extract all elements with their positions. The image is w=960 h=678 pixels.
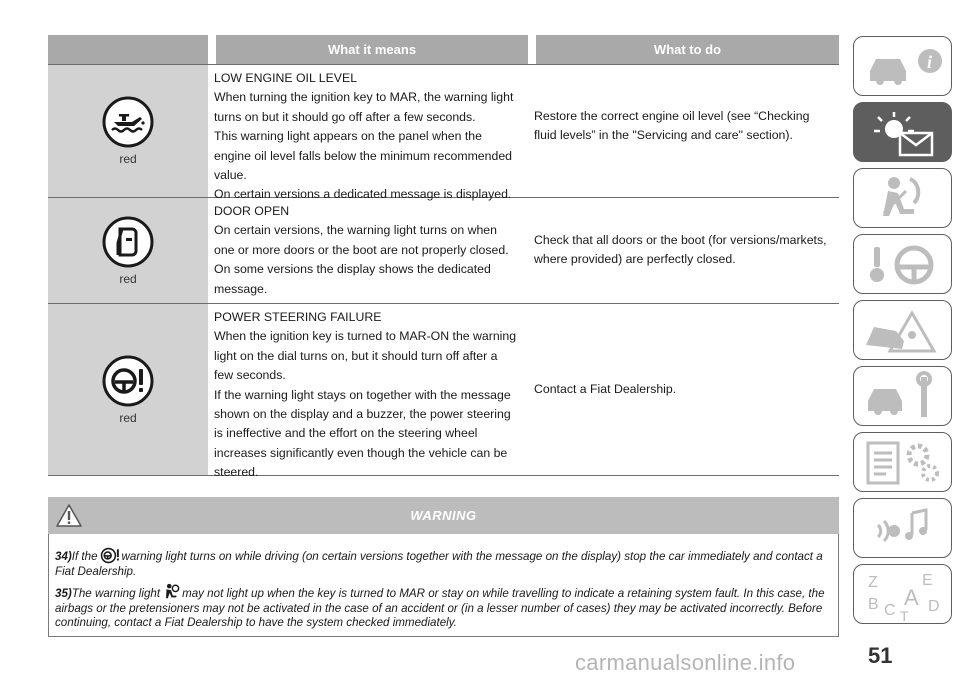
index-letter: B <box>868 596 879 613</box>
door-open-icon <box>102 216 154 268</box>
note-number: 35) <box>55 587 72 600</box>
color-label: red <box>119 410 137 425</box>
meaning-title: LOW ENGINE OIL LEVEL <box>214 71 358 85</box>
header-what-to-do: What to do <box>536 35 839 64</box>
note-text: The warning light <box>71 587 161 600</box>
note-text: If the <box>71 550 98 563</box>
action-text: Contact a Fiat Dealership. <box>534 381 677 396</box>
meaning-text: On some versions the display shows the dedicated message. <box>214 262 491 296</box>
warning-triangle-icon <box>56 504 82 527</box>
action-text: Restore the correct engine oil level (see “Checking fluid levels” in the "Servicing and care" section). <box>534 109 810 143</box>
meaning-text: If the warning light stays on together with the message shown on the display and a buzzer, the power steering is ineffective and the effort on the steering wheel increases significantly even though the vehicle can be steered. <box>214 387 511 480</box>
watermark: carmanualsonline.info <box>575 650 796 675</box>
car-info-icon <box>854 37 953 97</box>
table-header <box>48 35 839 65</box>
table-row <box>48 304 839 480</box>
header-icon-column <box>48 35 208 64</box>
meaning-title: DOOR OPEN <box>214 204 290 218</box>
icon-cell <box>48 198 208 303</box>
note-text: may not light up when the key is turned to MAR or stay on while travelling to indicate a retaining system fault. In this case, the airbags or the pretensioners may not be activated in the case of an accident or (in a lesser number of cases) they may be activated incorrectly. Before continuing, contact a Fiat Dealership to have the system checked immediately. <box>55 587 825 630</box>
tab-car-info[interactable] <box>853 36 952 96</box>
table-row <box>48 198 839 304</box>
meaning-text: This warning light appears on the panel when the engine oil level falls below the minimum recommended value. <box>214 129 513 183</box>
action-cell <box>528 65 839 197</box>
warning-header <box>48 497 839 534</box>
car-wrench-icon <box>854 367 953 427</box>
specs-gears-icon <box>854 433 953 493</box>
tab-multimedia[interactable] <box>853 498 952 558</box>
meaning-cell <box>208 65 528 202</box>
alphabetical-index-icon <box>854 565 953 625</box>
icon-cell <box>48 304 208 475</box>
airbag-person-icon <box>162 583 180 601</box>
warning-note-35 <box>55 583 831 631</box>
action-cell <box>528 198 839 303</box>
warning-note-34 <box>55 547 831 579</box>
tab-safety[interactable] <box>853 168 952 228</box>
tab-servicing[interactable] <box>853 366 952 426</box>
tab-index[interactable] <box>853 564 952 624</box>
index-letter: E <box>922 572 933 589</box>
meaning-text: On certain versions a dedicated message is displayed. <box>214 187 512 202</box>
warning-lights-table <box>48 35 839 480</box>
car-accident-icon <box>854 301 953 361</box>
index-letter: D <box>928 598 940 615</box>
color-label: red <box>119 152 137 166</box>
multimedia-icon <box>854 499 953 559</box>
table-row <box>48 65 839 202</box>
tab-emergency[interactable] <box>853 300 952 360</box>
index-letter: Z <box>868 574 878 591</box>
action-text: Check that all doors or the boot (for versions/markets, where provided) are perfectly closed. <box>534 233 827 267</box>
meaning-cell <box>208 304 528 480</box>
note-number: 34) <box>55 550 72 563</box>
power-steering-icon <box>100 547 120 564</box>
tab-starting-driving[interactable] <box>853 234 952 294</box>
action-cell <box>528 304 839 475</box>
warning-lights-icon <box>854 103 953 163</box>
index-letter: C <box>884 602 896 619</box>
svg-text:i: i <box>927 52 933 72</box>
header-what-it-means: What it means <box>216 35 528 64</box>
warning-body <box>48 534 839 637</box>
meaning-text: When turning the ignition key to MAR, the warning light turns on but it should go off after a few seconds. <box>214 90 514 124</box>
key-steering-wheel-icon <box>854 235 953 295</box>
meaning-text: On certain versions, the warning light turns on when one or more doors or the boot are not properly closed. <box>214 223 509 257</box>
seat-airbag-icon <box>854 169 953 229</box>
meaning-title: POWER STEERING FAILURE <box>214 310 382 324</box>
index-letter: T <box>900 608 909 624</box>
warning-title: WARNING <box>410 508 477 523</box>
page-number: 51 <box>868 643 893 668</box>
oil-can-icon <box>102 96 154 148</box>
tab-technical-data[interactable] <box>853 432 952 492</box>
color-label: red <box>119 271 137 286</box>
tab-warning-lights[interactable] <box>853 102 952 162</box>
index-letter: A <box>904 585 919 610</box>
meaning-text: When the ignition key is turned to MAR-ON the warning light on the dial turns on, but it should turn off after a few seconds. <box>214 329 517 383</box>
power-steering-icon <box>102 355 154 407</box>
icon-cell <box>48 65 208 197</box>
note-text: warning light turns on while driving (on certain versions together with the message on the display) stop the car immediately and contact a Fiat Dealership. <box>55 550 823 578</box>
meaning-cell <box>208 198 528 303</box>
